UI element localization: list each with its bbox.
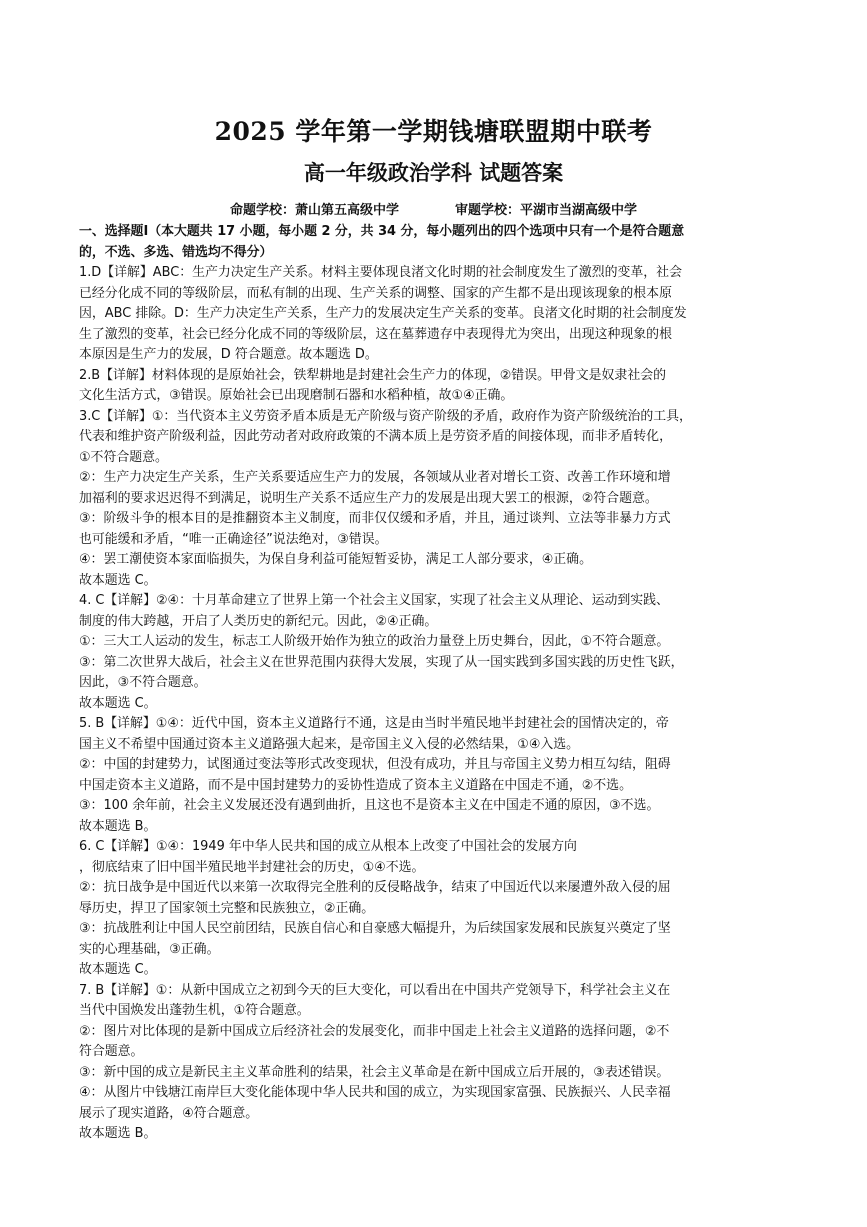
answer-text-line: 故本题选 C。 — [79, 572, 157, 588]
answer-text-line: ①：三大工人运动的发生，标志工人阶级开始作为独立的政治力量登上历史舞台，因此，①不符合题意。 — [79, 634, 670, 649]
answer-text-line: 本原因是生产力的发展，D 符合题意。故本题选 D。 — [79, 347, 378, 362]
answer-text-line: 4. C【详解】②④：十月革命建立了世界上第一个社会主义国家，实现了社会主义从理论、运动到实践、 — [79, 593, 669, 608]
answer-text-line: 加福利的要求迟迟得不到满足，说明生产关系不适应生产力的发展是出现大罢工的根源，②符合题意。 — [79, 490, 658, 506]
answer-text-line: 1.D【详解】ABC：生产力决定生产关系。材料主要体现良渚文化时期的社会制度发生了激烈的变革，社会 — [79, 265, 682, 280]
section-heading-line: 的，不选、多选、错选均不得分） — [79, 244, 273, 260]
answer-text-line: ，彻底结束了旧中国半殖民地半封建社会的历史，①④不选。 — [79, 859, 425, 875]
answer-text-line: 已经分化成不同的等级阶层，而私有制的出现、生产关系的调整、国家的产生都不是出现该现象的根本原 — [79, 285, 672, 301]
answer-text-line: 文化生活方式，③错误。原始社会已出现磨制石器和水稻种植，故①④正确。 — [79, 388, 514, 403]
answer-text-line: ②：图片对比体现的是新中国成立后经济社会的发展变化，而非中国走上社会主义道路的选择问题，②不 — [79, 1023, 670, 1039]
answer-text-line: 制度的伟大跨越，开启了人类历史的新纪元。因此，②④正确。 — [79, 613, 438, 629]
answer-text-line: ②：生产力决定生产关系，生产关系要适应生产力的发展，各领域从业者对增长工资、改善工作环境和增 — [79, 470, 671, 485]
answer-text-line: 因此，③不符合题意。 — [79, 675, 207, 690]
school-info — [0, 199, 867, 218]
answer-text-line: ③：阶级斗争的根本目的是推翻资本主义制度，而非仅仅缓和矛盾，并且，通过谈判、立法等非暴力方式 — [79, 511, 671, 526]
answer-body — [79, 222, 793, 1145]
answer-text-line: 6. C【详解】①④：1949 年中华人民共和国的成立从根本上改变了中国社会的发展方向 — [79, 839, 577, 854]
answer-text-line: 辱历史，捍卫了国家领土完整和民族独立，②正确。 — [79, 900, 375, 916]
answer-text-line: 因，ABC 排除。D：生产力决定生产关系，生产力的发展决定生产关系的变革。良渚文化时期的社会制度发 — [79, 306, 687, 321]
answer-text-line: ④：罢工潮使资本家面临损失，为保自身利益可能短暂妥协，满足工人部分要求，④正确。 — [79, 552, 592, 567]
answer-text-line: 也可能缓和矛盾，“唯一正确途径”说法绝对，③错误。 — [79, 531, 388, 547]
answer-text-line: 故本题选 B。 — [79, 1126, 157, 1141]
answer-text-line: 故本题选 C。 — [79, 695, 157, 711]
answer-text-line: 7. B【详解】①：从新中国成立之初到今天的巨大变化，可以看出在中国共产党领导下，科学社会主义在 — [79, 982, 671, 998]
answer-text-line: ②：抗日战争是中国近代以来第一次取得完全胜利的反侵略战争，结束了中国近代以来屡遭外敌入侵的屈 — [79, 880, 671, 895]
answer-text-line: 故本题选 C。 — [79, 962, 157, 977]
answer-text-line: 3.C【详解】①：当代资本主义劳资矛盾本质是无产阶级与资产阶级的矛盾，政府作为资产阶级统治的工具， — [79, 408, 692, 424]
answer-text-line: ③：100 余年前，社会主义发展还没有遇到曲折，且这也不是资本主义在中国走不通的原因，③不选。 — [79, 798, 660, 813]
answer-text-line: ③：新中国的成立是新民主主义革命胜利的结果，社会主义革命是在新中国成立后开展的，③表述错误。 — [79, 1064, 670, 1080]
answer-text-line: ②：中国的封建势力，试图通过变法等形式改变现状，但没有成功，并且与帝国主义势力相互勾结，阻碍 — [79, 757, 671, 772]
document-title: 2025 学年第一学期钱塘联盟期中联考 — [214, 117, 653, 146]
answer-text-line: 5. B【详解】①④：近代中国，资本主义道路行不通，这是由当时半殖民地半封建社会的国情决定的，帝 — [79, 716, 669, 731]
answer-text-line: ③：抗战胜利让中国人民空前团结，民族自信心和自豪感大幅提升，为后续国家发展和民族复兴奠定了坚 — [79, 921, 671, 936]
proposer-school: 命题学校：萧山第五高级中学 — [229, 203, 399, 218]
answer-text-line: 当代中国焕发出蓬勃生机，①符合题意。 — [79, 1003, 310, 1018]
answer-text-line: ①不符合题意。 — [79, 449, 168, 465]
answer-text-line: 国主义不希望中国通过资本主义道路强大起来，是帝国主义入侵的必然结果，①④入选。 — [79, 736, 580, 752]
answer-text-line: 生了激烈的变革，社会已经分化成不同的等级阶层，这在墓葬遗存中表现得尤为突出，出现这种现象的根 — [79, 326, 672, 342]
answer-text-line: 2.B【详解】材料体现的是原始社会，铁犁耕地是封建社会生产力的体现，②错误。甲骨文是奴隶社会的 — [79, 367, 666, 383]
document-subtitle: 高一年级政治学科 试题答案 — [303, 160, 564, 185]
answer-text-line: 故本题选 B。 — [79, 818, 157, 834]
answer-text-line: ③：第二次世界大战后，社会主义在世界范围内获得大发展，实现了从一国实践到多国实践的历史性飞跃， — [79, 654, 684, 670]
answer-text-line: 中国走资本主义道路，而不是中国封建势力的妥协性造成了资本主义道路在中国走不通，②不选。 — [79, 777, 632, 793]
reviewer-school: 审题学校：平湖市当湖高级中学 — [455, 203, 638, 218]
section-heading-line: 一、选择题Ⅰ（本大题共 17 小题，每小题 2 分，共 34 分，每小题列出的四个选项中只有一个是符合题意 — [79, 224, 685, 239]
answer-text-line: 展示了现实道路，④符合题意。 — [79, 1105, 259, 1121]
answer-text-line: 实的心理基础，③正确。 — [79, 941, 220, 957]
answer-text-line: ④：从图片中钱塘江南岸巨大变化能体现中华人民共和国的成立，为实现国家富强、民族振兴、人民幸福 — [79, 1085, 671, 1100]
answer-text-line: 代表和维护资产阶级利益，因此劳动者对政府政策的不满本质上是劳资矛盾的间接体现，而非矛盾转化， — [79, 429, 672, 444]
answer-text-line: 符合题意。 — [79, 1044, 144, 1059]
